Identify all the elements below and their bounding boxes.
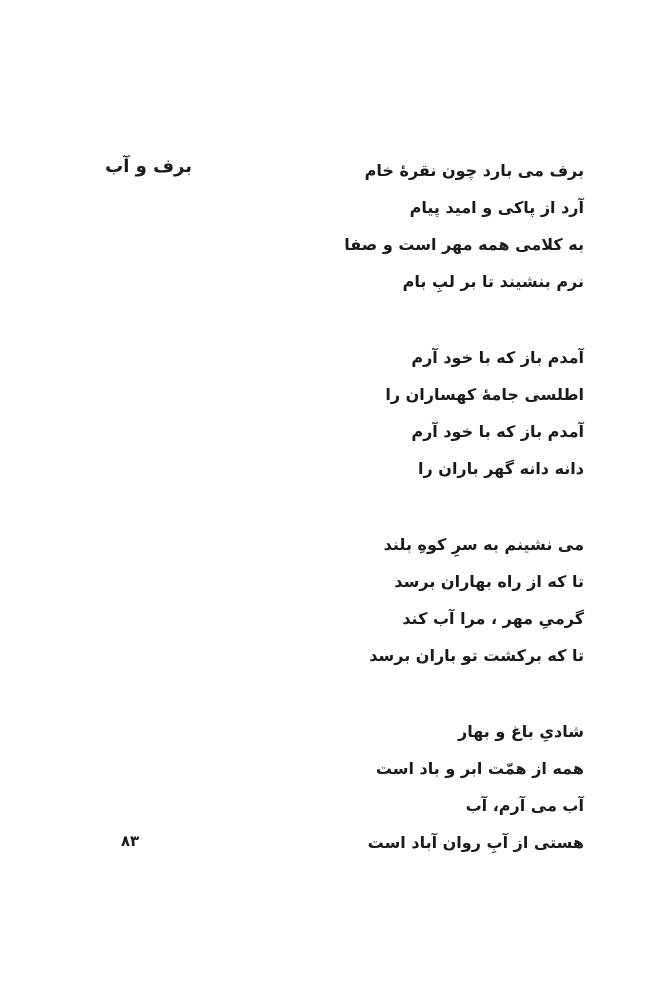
poem-body [324, 152, 584, 900]
poem-title: برف و آب [105, 156, 192, 177]
poem-line: برف می بارد چون نقرهٔ خام [364, 161, 584, 180]
stanza [324, 339, 584, 487]
poem-line: هستی از آبِ روان آباد است [367, 833, 584, 852]
stanza [324, 526, 584, 674]
poem-line: نرم بنشیند تا بر لبِ بام [402, 272, 584, 291]
poem-line: می نشینم به سرِ کوهِ بلند [383, 535, 584, 554]
poem-line: شادیِ باغ و بهار [457, 722, 584, 741]
poem-line: آمدم باز که با خود آرم [411, 422, 584, 441]
poem-line: تا که برکشت تو باران برسد [369, 646, 584, 665]
poem-line: همه از همّت ابر و باد است [375, 759, 584, 778]
poem-line: گرمیِ مهر ، مرا آب کند [402, 609, 584, 628]
poem-line: آرد از پاکی و امید پیام [409, 198, 584, 217]
poem-line: آمدم باز که با خود آرم [411, 348, 584, 367]
page-number: ۸۳ [120, 832, 140, 850]
poem-line: اطلسی جامهٔ کهساران را [385, 385, 584, 404]
poem-line: دانه دانه گهر باران را [418, 459, 584, 478]
poem-line: آب می آرم، آب [465, 796, 584, 815]
stanza [324, 713, 584, 861]
stanza [324, 152, 584, 300]
poem-line: به کلامی همه مهر است و صفا [344, 235, 584, 254]
poem-line: تا که از راه بهاران برسد [394, 572, 584, 591]
